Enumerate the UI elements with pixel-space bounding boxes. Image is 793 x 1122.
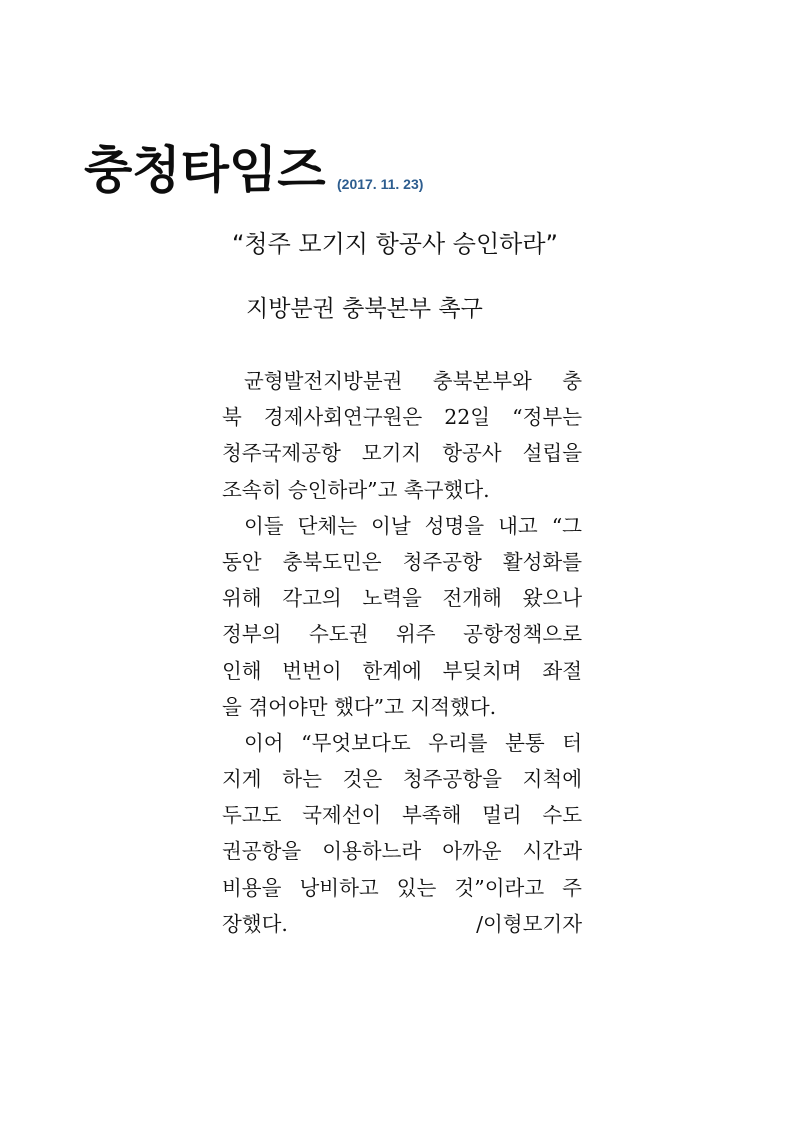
newspaper-name: 충청타임즈: [84, 141, 326, 199]
body-line: 동안 충북도민은 청주공항 활성화를: [222, 549, 582, 574]
body-line: 두고도 국제선이 부족해 멀리 수도: [222, 803, 582, 828]
body-line: 장했다.: [222, 911, 288, 936]
final-line: [222, 906, 582, 942]
body-line: 권공항을 이용하느라 아까운 시간과: [222, 839, 582, 864]
article-body: [222, 363, 582, 942]
byline: /이형모기자: [476, 911, 582, 936]
body-line: 이어 “무엇보다도 우리를 분통 터: [244, 730, 582, 755]
body-line: 정부의 수도권 위주 공항정책으로: [222, 622, 582, 647]
body-line: 지게 하는 것은 청주공항을 지척에: [222, 767, 582, 792]
body-line: 균형발전지방분권 충북본부와 충: [244, 369, 582, 393]
article-subheadline: 지방분권 충북본부 촉구: [246, 296, 483, 322]
article-headline: “청주 모기지 항공사 승인하라”: [232, 230, 558, 258]
body-line: 을 겪어야만 했다”고 지적했다.: [222, 694, 497, 719]
body-line: 인해 번번이 한계에 부딪치며 좌절: [222, 658, 582, 683]
masthead: [84, 140, 584, 210]
body-line: 조속히 승인하라”고 촉구했다.: [222, 477, 490, 502]
publication-date: (2017. 11. 23): [337, 176, 424, 192]
body-line: 비용을 낭비하고 있는 것”이라고 주: [222, 875, 582, 900]
body-line: 북 경제사회연구원은 22일 “정부는: [222, 405, 582, 430]
body-line: 위해 각고의 노력을 전개해 왔으나: [222, 586, 582, 611]
body-line: 청주국제공항 모기지 항공사 설립을: [222, 441, 582, 466]
body-line: 이들 단체는 이날 성명을 내고 “그: [244, 513, 582, 538]
